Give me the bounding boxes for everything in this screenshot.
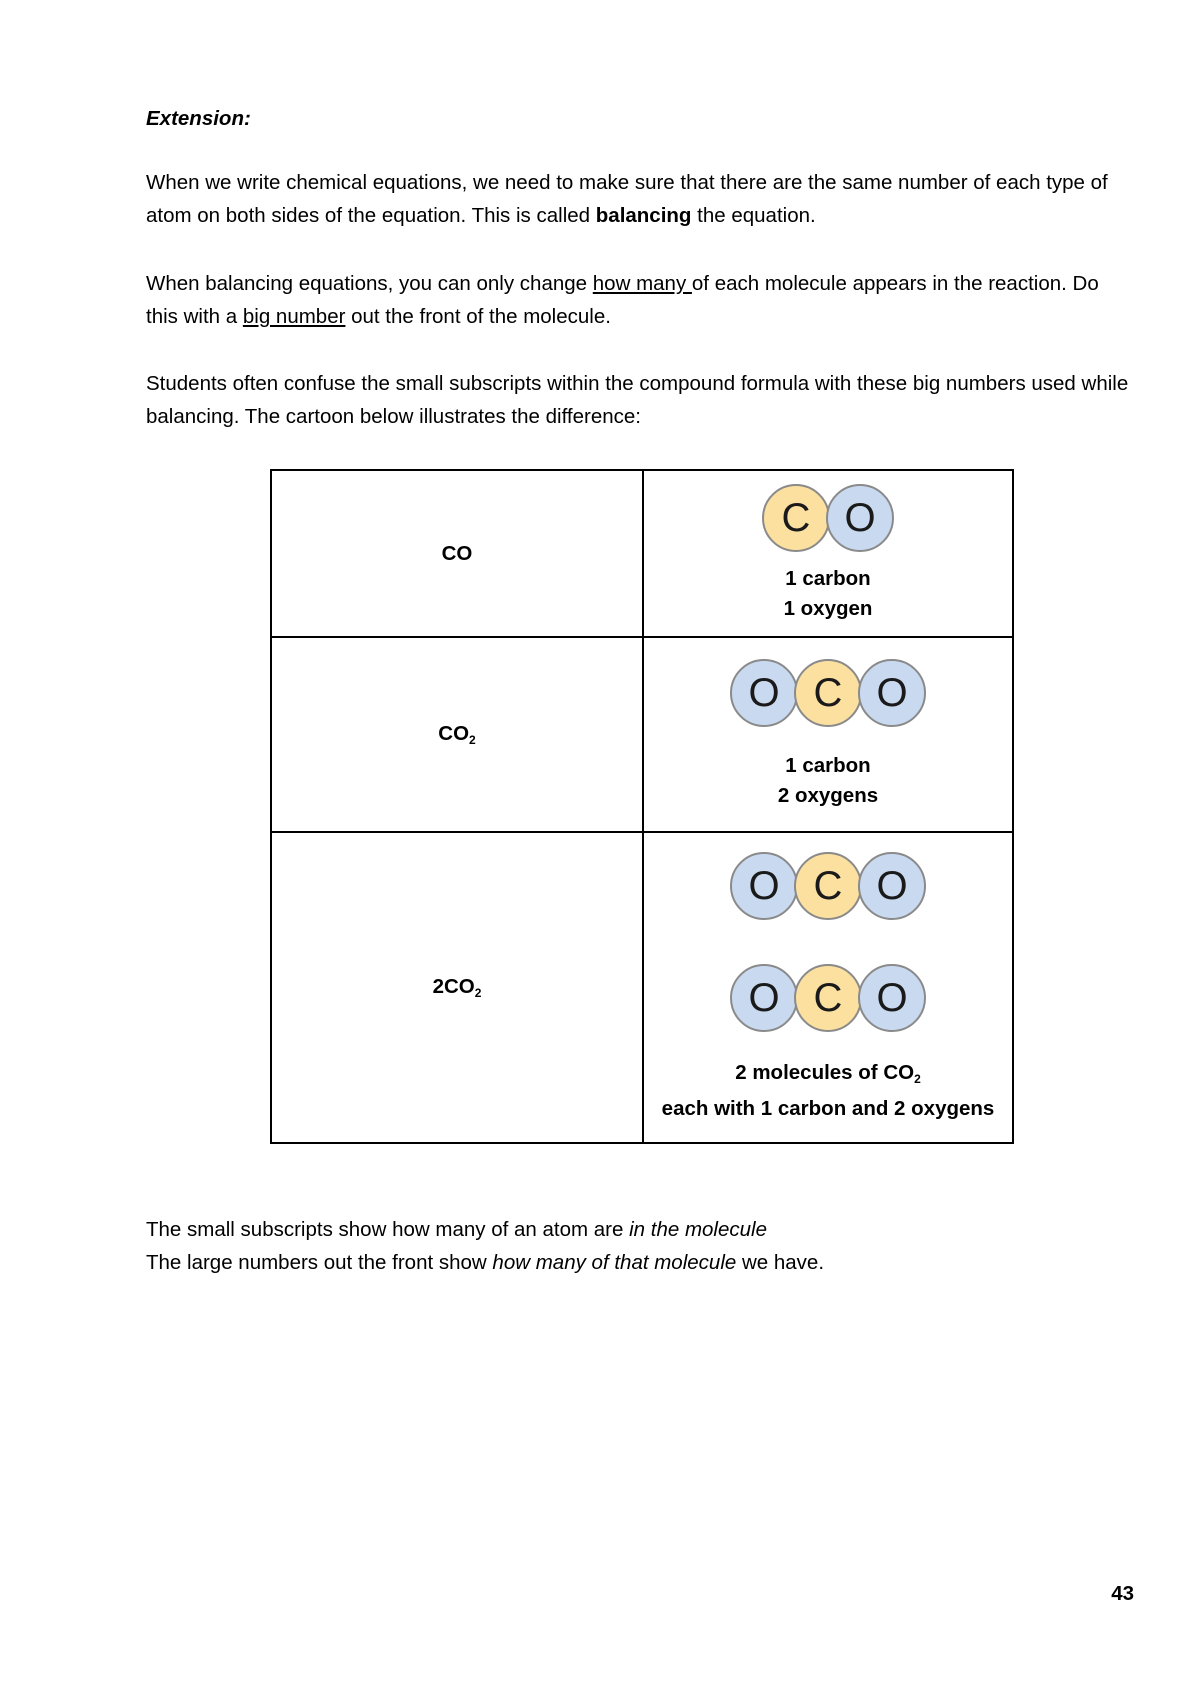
oxygen-atom: O [730,659,798,727]
paragraph-text: out the front of the molecule. [345,305,611,328]
molecule-co2 [644,852,1012,920]
summary-text: The large numbers out the front show [146,1251,493,1274]
formula-cell [271,470,643,637]
caption-subscript: 2 [914,1071,921,1086]
atom-count-caption [644,751,1012,811]
table-row [271,832,1013,1143]
paragraph-subscript-confusion: Students often confuse the small subscripts within the compound formula with these big numbers used while balancing. The cartoon below illustrates the difference: [146,372,1129,428]
caption-line: 1 oxygen [783,596,873,620]
formula-main: 2CO [432,975,475,998]
paragraph-text: the equation. [691,204,816,227]
molecule-co [644,484,1012,552]
summary-emphasis: how many of that molecule [492,1251,737,1274]
formula-co2 [438,722,475,745]
carbon-atom: C [762,484,830,552]
oxygen-atom: O [858,964,926,1032]
summary-line-subscripts [146,1218,767,1241]
paragraph-text: When we write chemical equations, we need to make sure that there are the same number of each type of atom on both sides of the equation. This is called [146,171,1108,227]
formula-subscript: 2 [469,733,476,747]
formula-subscript: 2 [474,986,482,1000]
paragraph-text: of each molecule appears in the reaction. Do this with a [146,272,1099,328]
oxygen-atom: O [730,964,798,1032]
paragraph-balancing-rules [146,267,1136,333]
molecule-comparison-table [270,469,1014,1144]
caption-line: 1 carbon [785,753,871,777]
table-row [271,637,1013,832]
caption-line: each with 1 carbon and 2 oxygens [661,1096,995,1120]
diagram-cell [643,832,1013,1143]
oxygen-atom: O [858,852,926,920]
carbon-atom: C [794,964,862,1032]
underlined-how-many: how many [592,272,692,295]
formula-2co2 [433,975,482,998]
oxygen-atom: O [826,484,894,552]
carbon-atom: C [794,659,862,727]
caption-line [644,1058,1012,1094]
oxygen-atom: O [858,659,926,727]
caption-line: 1 carbon [785,566,871,590]
formula-co: CO [441,541,473,565]
section-heading: Extension: [146,107,251,130]
formula-cell [271,832,643,1143]
carbon-atom: C [794,852,862,920]
diagram-cell [643,470,1013,637]
summary-text: The small subscripts show how many of an atom are [146,1218,630,1241]
molecule-co2 [644,659,1012,727]
table-row [271,470,1013,637]
paragraph-text: When balancing equations, you can only change [146,272,593,295]
caption-line: 2 oxygens [777,783,879,807]
atom-count-caption [644,564,1012,624]
formula-cell [271,637,643,832]
bold-term-balancing: balancing [595,204,692,227]
closing-summary [146,1213,1136,1279]
page-number: 43 [1111,1582,1134,1605]
summary-text: we have. [736,1251,825,1274]
formula-main: CO [438,722,470,745]
summary-emphasis: in the molecule [629,1218,767,1241]
atom-count-caption [644,1058,1012,1124]
underlined-big-number: big number [242,305,346,328]
diagram-cell [643,637,1013,832]
paragraph-balancing-intro [146,166,1136,232]
oxygen-atom: O [730,852,798,920]
summary-line-large-numbers [146,1251,824,1274]
molecule-co2 [644,964,1012,1032]
caption-text: 2 molecules of CO [735,1060,915,1084]
